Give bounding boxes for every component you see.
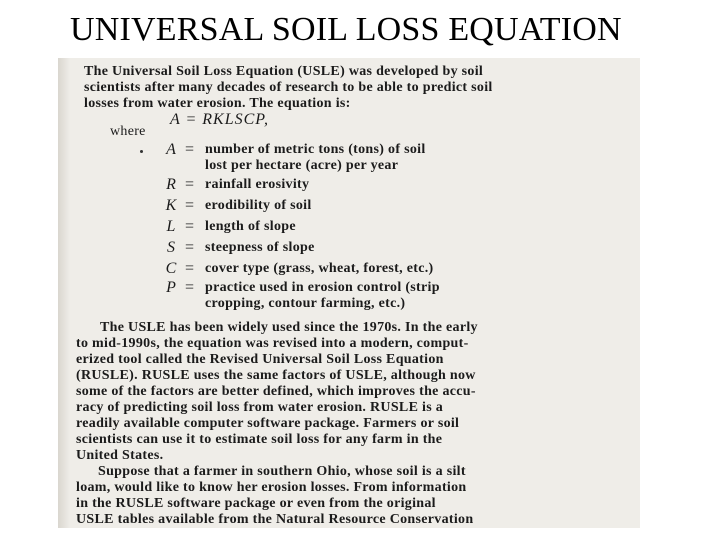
variable-definition: rainfall erosivity	[205, 177, 310, 192]
intro-line: The Universal Soil Loss Equation (USLE) was developed by soil	[84, 64, 484, 79]
body-line: USLE tables available from the Natural Resource Conservation	[76, 512, 474, 527]
equals-sign: =	[185, 218, 195, 235]
scanned-textbook-page	[58, 58, 640, 528]
bullet-dot	[140, 150, 143, 153]
body-line: readily available computer software package. Farmers or soil	[76, 416, 460, 431]
equation: A = RKLSCP,	[170, 111, 270, 128]
variable-definition: cover type (grass, wheat, forest, etc.)	[205, 261, 434, 276]
body-line: racy of predicting soil loss from water erosion. RUSLE is a	[76, 400, 444, 415]
variable-definition: number of metric tons (tons) of soil	[205, 142, 426, 157]
body-line: to mid-1990s, the equation was revised into a modern, comput-	[76, 336, 469, 351]
where-label: where	[110, 124, 146, 139]
body-line: United States.	[76, 448, 164, 463]
body-line: erized tool called the Revised Universal Soil Loss Equation	[76, 352, 444, 367]
variable-definition: lost per hectare (acre) per year	[205, 158, 399, 173]
variable-symbol: A	[166, 141, 176, 158]
variable-definition: practice used in erosion control (strip	[205, 280, 440, 295]
body-line: (RUSLE). RUSLE uses the same factors of USLE, although now	[76, 368, 476, 383]
body-line: scientists can use it to estimate soil loss for any farm in the	[76, 432, 443, 447]
equals-sign: =	[185, 260, 195, 277]
equals-sign: =	[185, 239, 195, 256]
variable-symbol: P	[166, 279, 176, 296]
body-line: The USLE has been widely used since the 1970s. In the early	[100, 320, 478, 335]
body-line: in the RUSLE software package or even from the original	[76, 496, 436, 511]
body-line: Suppose that a farmer in southern Ohio, whose soil is a silt	[98, 464, 466, 479]
equals-sign: =	[185, 176, 195, 193]
body-line: loam, would like to know her erosion losses. From information	[76, 480, 467, 495]
variable-definition: erodibility of soil	[205, 198, 312, 213]
variable-symbol: L	[166, 218, 176, 235]
intro-line: losses from water erosion. The equation is:	[84, 96, 351, 111]
variable-symbol: K	[165, 197, 177, 214]
slide-title: UNIVERSAL SOIL LOSS EQUATION	[70, 11, 622, 48]
variable-definition: length of slope	[205, 219, 296, 234]
equals-sign: =	[185, 197, 195, 214]
variable-symbol: S	[167, 239, 175, 256]
variable-symbol: C	[165, 260, 177, 277]
body-line: some of the factors are better defined, which improves the accu-	[76, 384, 476, 399]
intro-line: scientists after many decades of research to be able to predict soil	[84, 80, 493, 95]
variable-definition: steepness of slope	[205, 240, 315, 255]
variable-definition: cropping, contour farming, etc.)	[205, 296, 406, 311]
variable-symbol: R	[166, 176, 176, 193]
equals-sign: =	[185, 279, 195, 296]
equals-sign: =	[185, 141, 195, 158]
